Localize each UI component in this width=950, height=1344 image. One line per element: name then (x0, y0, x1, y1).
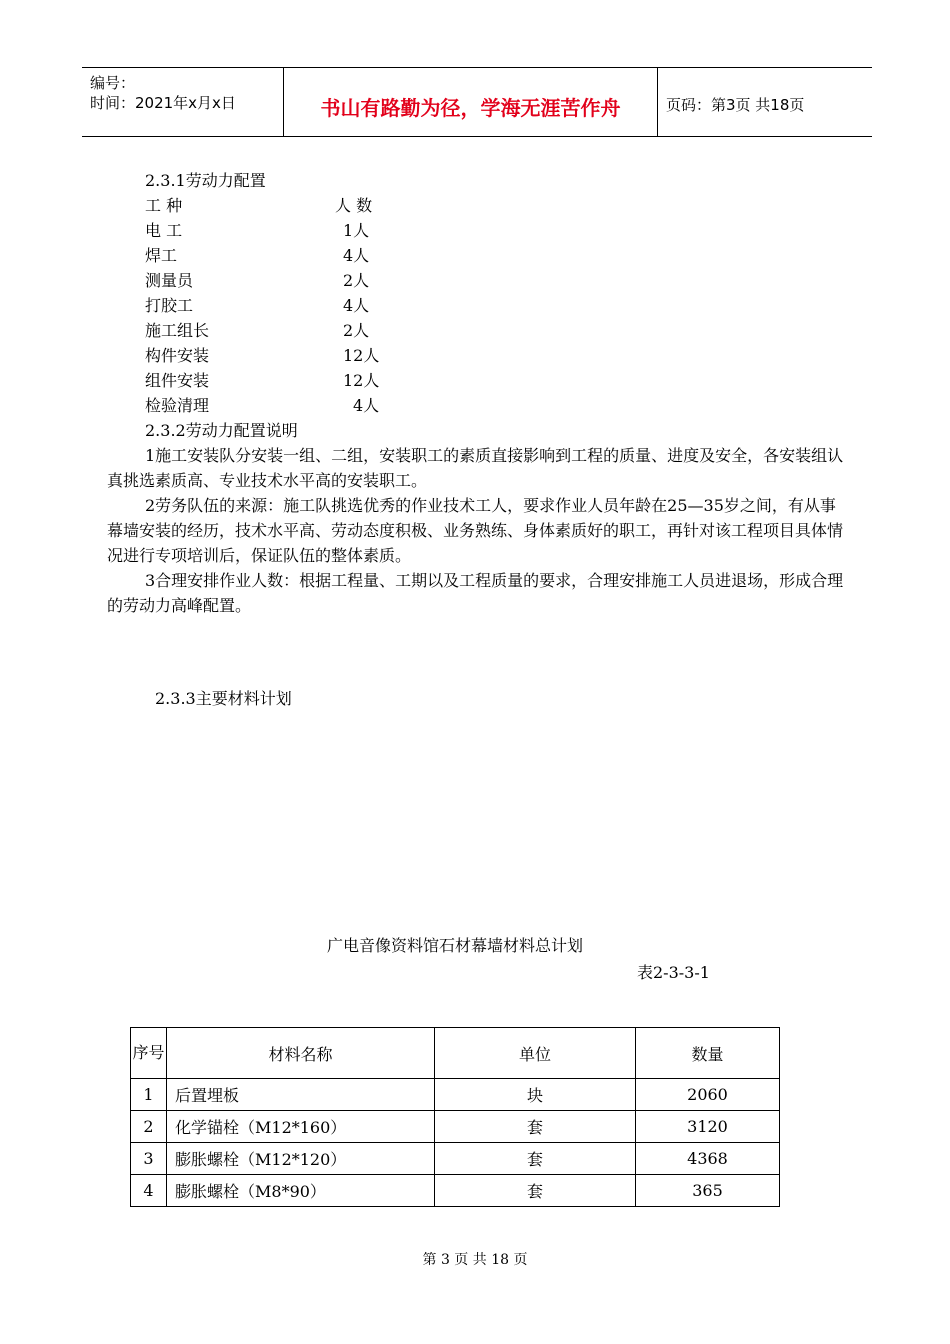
labor-type: 打胶工 (145, 296, 194, 315)
labor-count: 12人 (343, 371, 380, 390)
labor-count: 4人 (353, 396, 380, 415)
labor-count: 2人 (343, 271, 370, 290)
labor-type: 焊工 (145, 246, 178, 265)
materials-table (130, 1027, 780, 1207)
cell-name: 膨胀螺栓（M12*120） (167, 1143, 435, 1175)
table-row (131, 1143, 780, 1175)
cell-qty: 4368 (636, 1143, 780, 1175)
labor-heading: 2.3.1劳动力配置 (145, 171, 266, 190)
table-row (131, 1079, 780, 1111)
cell-name: 化学锚栓（M12*160） (167, 1111, 435, 1143)
labor-type: 组件安装 (145, 371, 210, 390)
page-header (82, 67, 872, 137)
col-header-no: 序号 (131, 1028, 167, 1079)
notes-paragraph-1: 1施工安装队分安装一组、二组，安装职工的素质直接影响到工程的质量、进度及安全，各安装组认真挑选素质高、专业技术水平高的安装职工。 (107, 446, 844, 490)
labor-count: 1人 (343, 221, 370, 240)
cell-unit: 套 (435, 1143, 636, 1175)
cell-qty: 2060 (636, 1079, 780, 1111)
table-row (131, 1175, 780, 1207)
notes-paragraph-3: 3合理安排作业人数：根据工程量、工期以及工程质量的要求，合理安排施工人员进退场，形成合理的劳动力高峰配置。 (107, 571, 844, 615)
notes-heading: 2.3.2劳动力配置说明 (145, 421, 298, 440)
table-title: 广电音像资料馆石材幕墙材料总计划 (326, 936, 583, 955)
labor-count: 4人 (343, 296, 370, 315)
header-motto: 书山有路勤为径，学海无涯苦作舟 (320, 96, 621, 120)
cell-no: 2 (131, 1111, 167, 1143)
notes-paragraph-2: 2劳务队伍的来源：施工队挑选优秀的作业技术工人，要求作业人员年龄在25—35岁之间，有从事幕墙安装的经历，技术水平高、劳动态度积极、业务熟练、身体素质好的职工，再针对该工程项目具体情况进行专项培训后，保证队伍的整体素质。 (107, 496, 844, 565)
table-row (131, 1111, 780, 1143)
col-header-name: 材料名称 (167, 1028, 435, 1079)
cell-qty: 365 (636, 1175, 780, 1207)
labor-count: 12人 (343, 346, 380, 365)
labor-count: 2人 (343, 321, 370, 340)
labor-col-count: 人 数 (335, 196, 373, 215)
table-number: 表2-3-3-1 (637, 963, 710, 982)
header-meta (82, 68, 284, 136)
labor-type: 电 工 (145, 221, 183, 240)
header-page-info: 页码：第3页 共18页 (666, 96, 805, 114)
cell-qty: 3120 (636, 1111, 780, 1143)
col-header-qty: 数量 (636, 1028, 780, 1079)
document-number-label: 编号： (90, 74, 136, 92)
document-date-label: 时间：2021年x月x日 (90, 94, 236, 112)
header-page-cell (658, 68, 872, 136)
cell-name: 膨胀螺栓（M8*90） (167, 1175, 435, 1207)
cell-no: 3 (131, 1143, 167, 1175)
cell-no: 1 (131, 1079, 167, 1111)
labor-type: 测量员 (145, 271, 194, 290)
labor-count: 4人 (343, 246, 370, 265)
cell-unit: 套 (435, 1175, 636, 1207)
labor-type: 构件安装 (145, 346, 210, 365)
labor-type: 施工组长 (145, 321, 210, 340)
materials-heading: 2.3.3主要材料计划 (155, 689, 292, 708)
header-motto-cell (284, 68, 658, 136)
cell-name: 后置埋板 (167, 1079, 435, 1111)
col-header-unit: 单位 (435, 1028, 636, 1079)
cell-no: 4 (131, 1175, 167, 1207)
labor-col-type: 工 种 (145, 196, 183, 215)
page-footer: 第 3 页 共 18 页 (422, 1252, 528, 1268)
labor-type: 检验清理 (145, 396, 210, 415)
cell-unit: 套 (435, 1111, 636, 1143)
table-header-row (131, 1028, 780, 1079)
cell-unit: 块 (435, 1079, 636, 1111)
